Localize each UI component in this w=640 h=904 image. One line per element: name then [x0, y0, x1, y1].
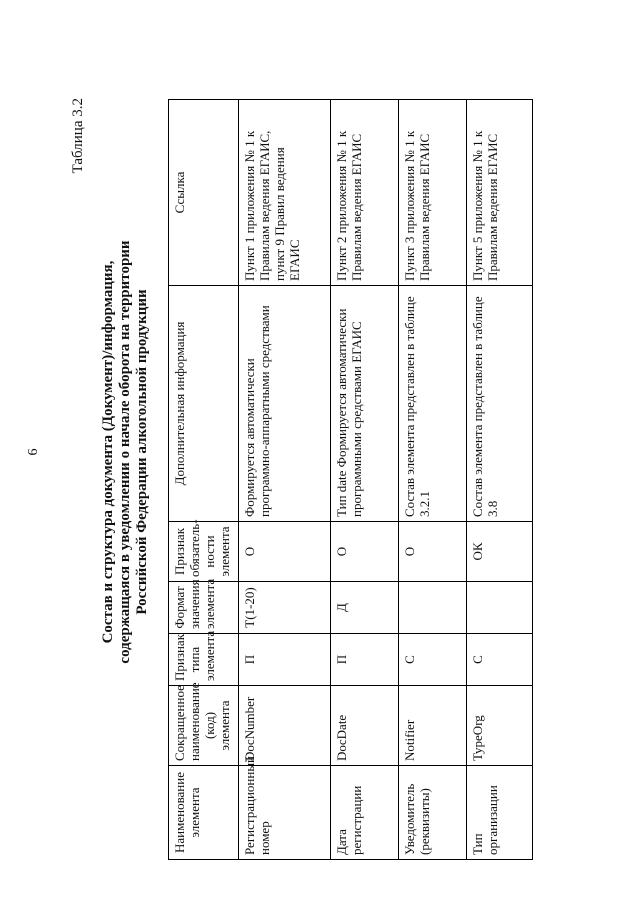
- cell-info: Тип date Формируется автоматически программными средствами ЕГАИС: [331, 286, 399, 522]
- table-row: [239, 100, 331, 860]
- cell-type: С: [399, 634, 467, 686]
- cell-type: П: [331, 634, 399, 686]
- title-line: Состав и структура документа (Документ)/информация,: [100, 260, 116, 644]
- cell-format: T(1-20): [239, 582, 331, 634]
- cell-reference: Пункт 1 приложения № 1 к Правилам ведения ЕГАИС, пункт 9 Правил ведения ЕГАИС: [239, 100, 331, 286]
- cell-required: О: [331, 522, 399, 582]
- col-header: Наименование элемента: [169, 766, 239, 860]
- cell-code: TypeOrg: [467, 686, 533, 766]
- col-header: Формат значения элемента: [169, 582, 239, 634]
- cell-name: Регистрационный номер: [239, 766, 331, 860]
- cell-name: Уведомитель (реквизиты): [399, 766, 467, 860]
- cell-type: С: [467, 634, 533, 686]
- cell-info: Формируется автоматически программно-аппаратными средствами: [239, 286, 331, 522]
- cell-code: DocNumber: [239, 686, 331, 766]
- cell-required: ОК: [467, 522, 533, 582]
- table-header-row: [169, 100, 239, 860]
- col-header: Признак типа элемента: [169, 634, 239, 686]
- col-header: Признак обязатель-ности элемента: [169, 522, 239, 582]
- cell-reference: Пункт 5 приложения № 1 к Правилам ведения ЕГАИС: [467, 100, 533, 286]
- table-label: Таблица 3.2: [70, 98, 86, 174]
- col-header: Сокращенное наименование (код) элемента: [169, 686, 239, 766]
- col-header: Дополнительная информация: [169, 286, 239, 522]
- cell-code: DocDate: [331, 686, 399, 766]
- cell-format: [467, 582, 533, 634]
- cell-reference: Пункт 3 приложения № 1 к Правилам ведения ЕГАИС: [399, 100, 467, 286]
- cell-reference: Пункт 2 приложения № 1 к Правилам ведения ЕГАИС: [331, 100, 399, 286]
- table-title: [100, 0, 151, 904]
- table-row: [467, 100, 533, 860]
- cell-format: Д: [331, 582, 399, 634]
- cell-info: Состав элемента представлен в таблице 3.8: [467, 286, 533, 522]
- title-line: Российской Федерации алкогольной продукции: [134, 289, 150, 615]
- cell-format: [399, 582, 467, 634]
- col-header: Ссылка: [169, 100, 239, 286]
- cell-type: П: [239, 634, 331, 686]
- cell-info: Состав элемента представлен в таблице 3.2.1: [399, 286, 467, 522]
- page-number: 6: [26, 448, 41, 456]
- table-row: [331, 100, 399, 860]
- cell-required: О: [239, 522, 331, 582]
- cell-code: Notifier: [399, 686, 467, 766]
- cell-name: Тип организации: [467, 766, 533, 860]
- elements-table: [168, 99, 533, 860]
- title-line: содержащаяся в уведомлении о начале оборота на территории: [117, 240, 133, 664]
- cell-name: Дата регистрации: [331, 766, 399, 860]
- table-row: [399, 100, 467, 860]
- cell-required: О: [399, 522, 467, 582]
